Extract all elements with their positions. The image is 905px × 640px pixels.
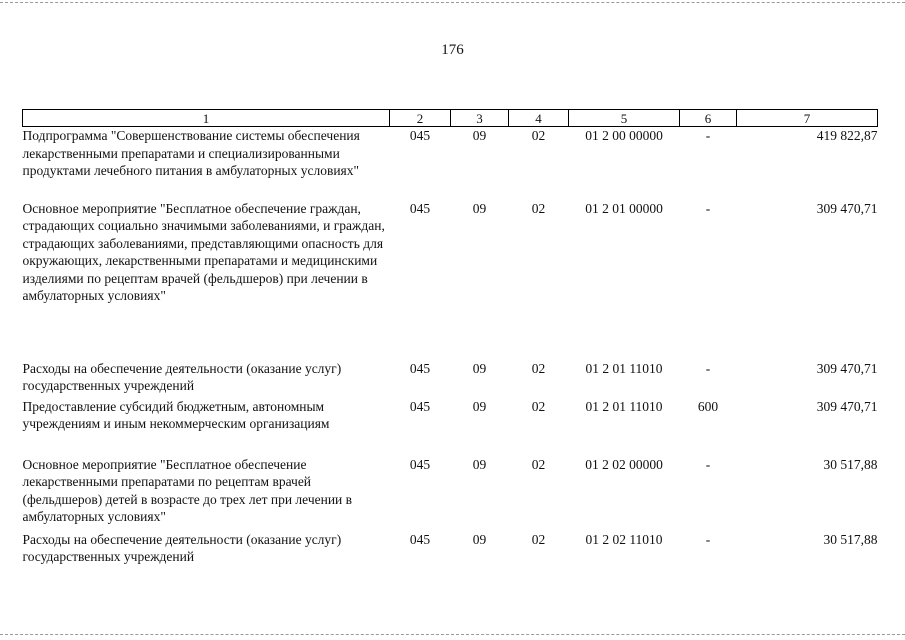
- column-header-3: 3: [451, 110, 509, 127]
- row-name: Основное мероприятие "Бесплатное обеспечение граждан, страдающих социально значимыми заболеваниями, и граждан, страдающих заболеваниями, представляющими опасность для окружающих, лекарственными препаратами и медицинскими изделиями по рецептам врачей (фельдшеров) при лечении в амбулаторных условиях": [22, 200, 385, 303]
- row-code-5: 01 2 02 00000: [585, 456, 663, 472]
- table-row: [23, 360, 878, 398]
- row-code-2: 045: [409, 128, 431, 143]
- row-amount: 419 822,87: [816, 128, 878, 143]
- row-code-4: 02: [531, 531, 546, 547]
- row-code-2: 045: [409, 200, 431, 216]
- row-code-3: 09: [472, 531, 487, 547]
- table-header-row: [23, 110, 878, 127]
- page-number: 176: [441, 42, 464, 58]
- table-row: [23, 531, 878, 569]
- row-code-3: 09: [472, 200, 487, 216]
- row-code-3: 09: [472, 456, 487, 472]
- row-name: Расходы на обеспечение деятельности (оказание услуг) государственных учреждений: [22, 360, 342, 393]
- row-code-2: 045: [409, 456, 431, 472]
- row-code-5: 01 2 01 11010: [585, 398, 663, 414]
- row-code-5: 01 2 02 11010: [585, 531, 663, 547]
- column-header-2: 2: [390, 110, 451, 127]
- row-code-5: 01 2 01 11010: [585, 360, 663, 376]
- row-name: Расходы на обеспечение деятельности (оказание услуг) государственных учреждений: [22, 531, 342, 564]
- table-row: [23, 456, 878, 531]
- row-code-6: -: [705, 531, 711, 547]
- row-name: Предоставление субсидий бюджетным, автономным учреждениям и иным некоммерческим организациям: [22, 398, 330, 431]
- row-code-2: 045: [409, 531, 431, 547]
- row-code-2: 045: [409, 398, 431, 414]
- column-header-6: 6: [680, 110, 737, 127]
- row-name: Подпрограмма "Совершенствование системы обеспечения лекарственными препаратами и специализированными продуктами лечебного питания в амбулаторных условиях": [22, 128, 360, 178]
- row-amount: 30 517,88: [823, 531, 878, 547]
- row-code-3: 09: [472, 398, 487, 414]
- row-code-5: 01 2 01 00000: [585, 200, 663, 216]
- row-code-6: -: [705, 360, 711, 376]
- scan-edge-bottom: [0, 634, 905, 635]
- row-name: Основное мероприятие "Бесплатное обеспечение лекарственными препаратами по рецептам врачей (фельдшеров) детей в возрасте до трех лет при лечении в амбулаторных условиях": [22, 456, 353, 524]
- row-code-6: -: [705, 128, 711, 143]
- row-code-4: 02: [531, 360, 546, 376]
- column-header-4: 4: [509, 110, 569, 127]
- row-code-6: 600: [697, 398, 719, 414]
- row-code-3: 09: [472, 128, 487, 143]
- table-row: [23, 127, 878, 200]
- table-row: [23, 200, 878, 360]
- column-header-1: 1: [23, 110, 390, 127]
- budget-table: [22, 109, 878, 569]
- row-code-4: 02: [531, 200, 546, 216]
- row-code-3: 09: [472, 360, 487, 376]
- row-code-4: 02: [531, 456, 546, 472]
- row-code-5: 01 2 00 00000: [585, 128, 663, 143]
- row-amount: 309 470,71: [816, 398, 878, 414]
- column-header-7: 7: [737, 110, 878, 127]
- row-amount: 30 517,88: [823, 456, 878, 472]
- row-amount: 309 470,71: [816, 360, 878, 376]
- row-code-4: 02: [531, 398, 546, 414]
- row-code-6: -: [705, 200, 711, 216]
- scan-edge-top: [0, 2, 905, 3]
- row-code-4: 02: [531, 128, 546, 143]
- row-code-2: 045: [409, 360, 431, 376]
- table-row: [23, 398, 878, 456]
- row-amount: 309 470,71: [816, 200, 878, 216]
- column-header-5: 5: [569, 110, 680, 127]
- row-code-6: -: [705, 456, 711, 472]
